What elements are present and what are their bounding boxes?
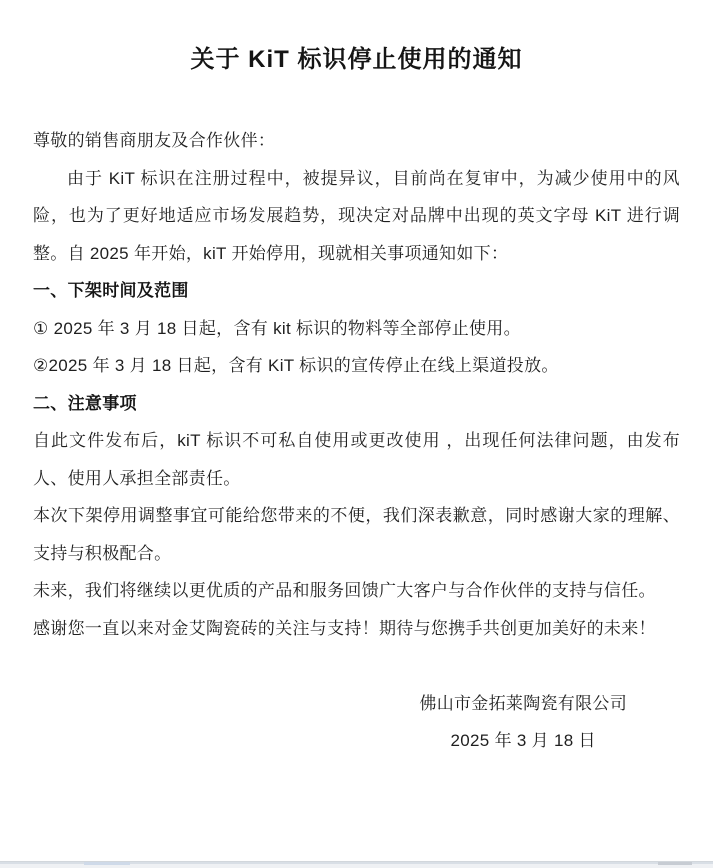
bottom-ui-sliver: [0, 861, 713, 868]
section2-heading: 二、注意事项: [33, 393, 137, 413]
note-paragraph-1: 自此文件发布后，kiT 标识不可私自使用或更改使用 ，出现任何法律问题，由发布人、使用人承担全部责任。: [33, 431, 680, 488]
note-paragraph-3: 未来，我们将继续以更优质的产品和服务回馈广大客户与合作伙伴的支持与信任。: [33, 581, 656, 600]
note-paragraph-4: 感谢您一直以来对金艾陶瓷砖的关注与支持！期待与您携手共创更加美好的未来！: [33, 618, 656, 638]
section1-heading: 一、下架时间及范围: [33, 281, 189, 300]
section1-item-2: ②2025 年 3 月 18 日起，含有 KiT 标识的宣传停止在线上渠道投放。: [33, 356, 559, 375]
signature-company: 佛山市金拓莱陶瓷有限公司: [419, 693, 627, 713]
taskbar-item-sliver-dark: [658, 862, 692, 865]
section1-item-1: ① 2025 年 3 月 18 日起，含有 kit 标识的物料等全部停止使用。: [33, 318, 521, 338]
bottom-bar-band: [0, 861, 713, 864]
document-title: 关于 KiT 标识停止使用的通知: [190, 46, 523, 73]
salutation: 尊敬的销售商朋友及合作伙伴：: [33, 131, 276, 150]
signature-block: [419, 685, 627, 760]
intro-paragraph: 由于 KiT 标识在注册过程中，被提异议，目前尚在复审中，为减少使用中的风险，也为了更好地适应市场发展趋势，现决定对品牌中出现的英文字母 KiT 进行调整。自 2025 年开始，kiT 开始停用，现就相关事项通知如下：: [33, 168, 680, 263]
taskbar-item-sliver-blue: [84, 862, 130, 865]
note-paragraph-2: 本次下架停用调整事宜可能给您带来的不便，我们深表歉意，同时感谢大家的理解、支持与积极配合。: [33, 506, 680, 563]
signature-date: 2025 年 3 月 18 日: [450, 731, 596, 750]
